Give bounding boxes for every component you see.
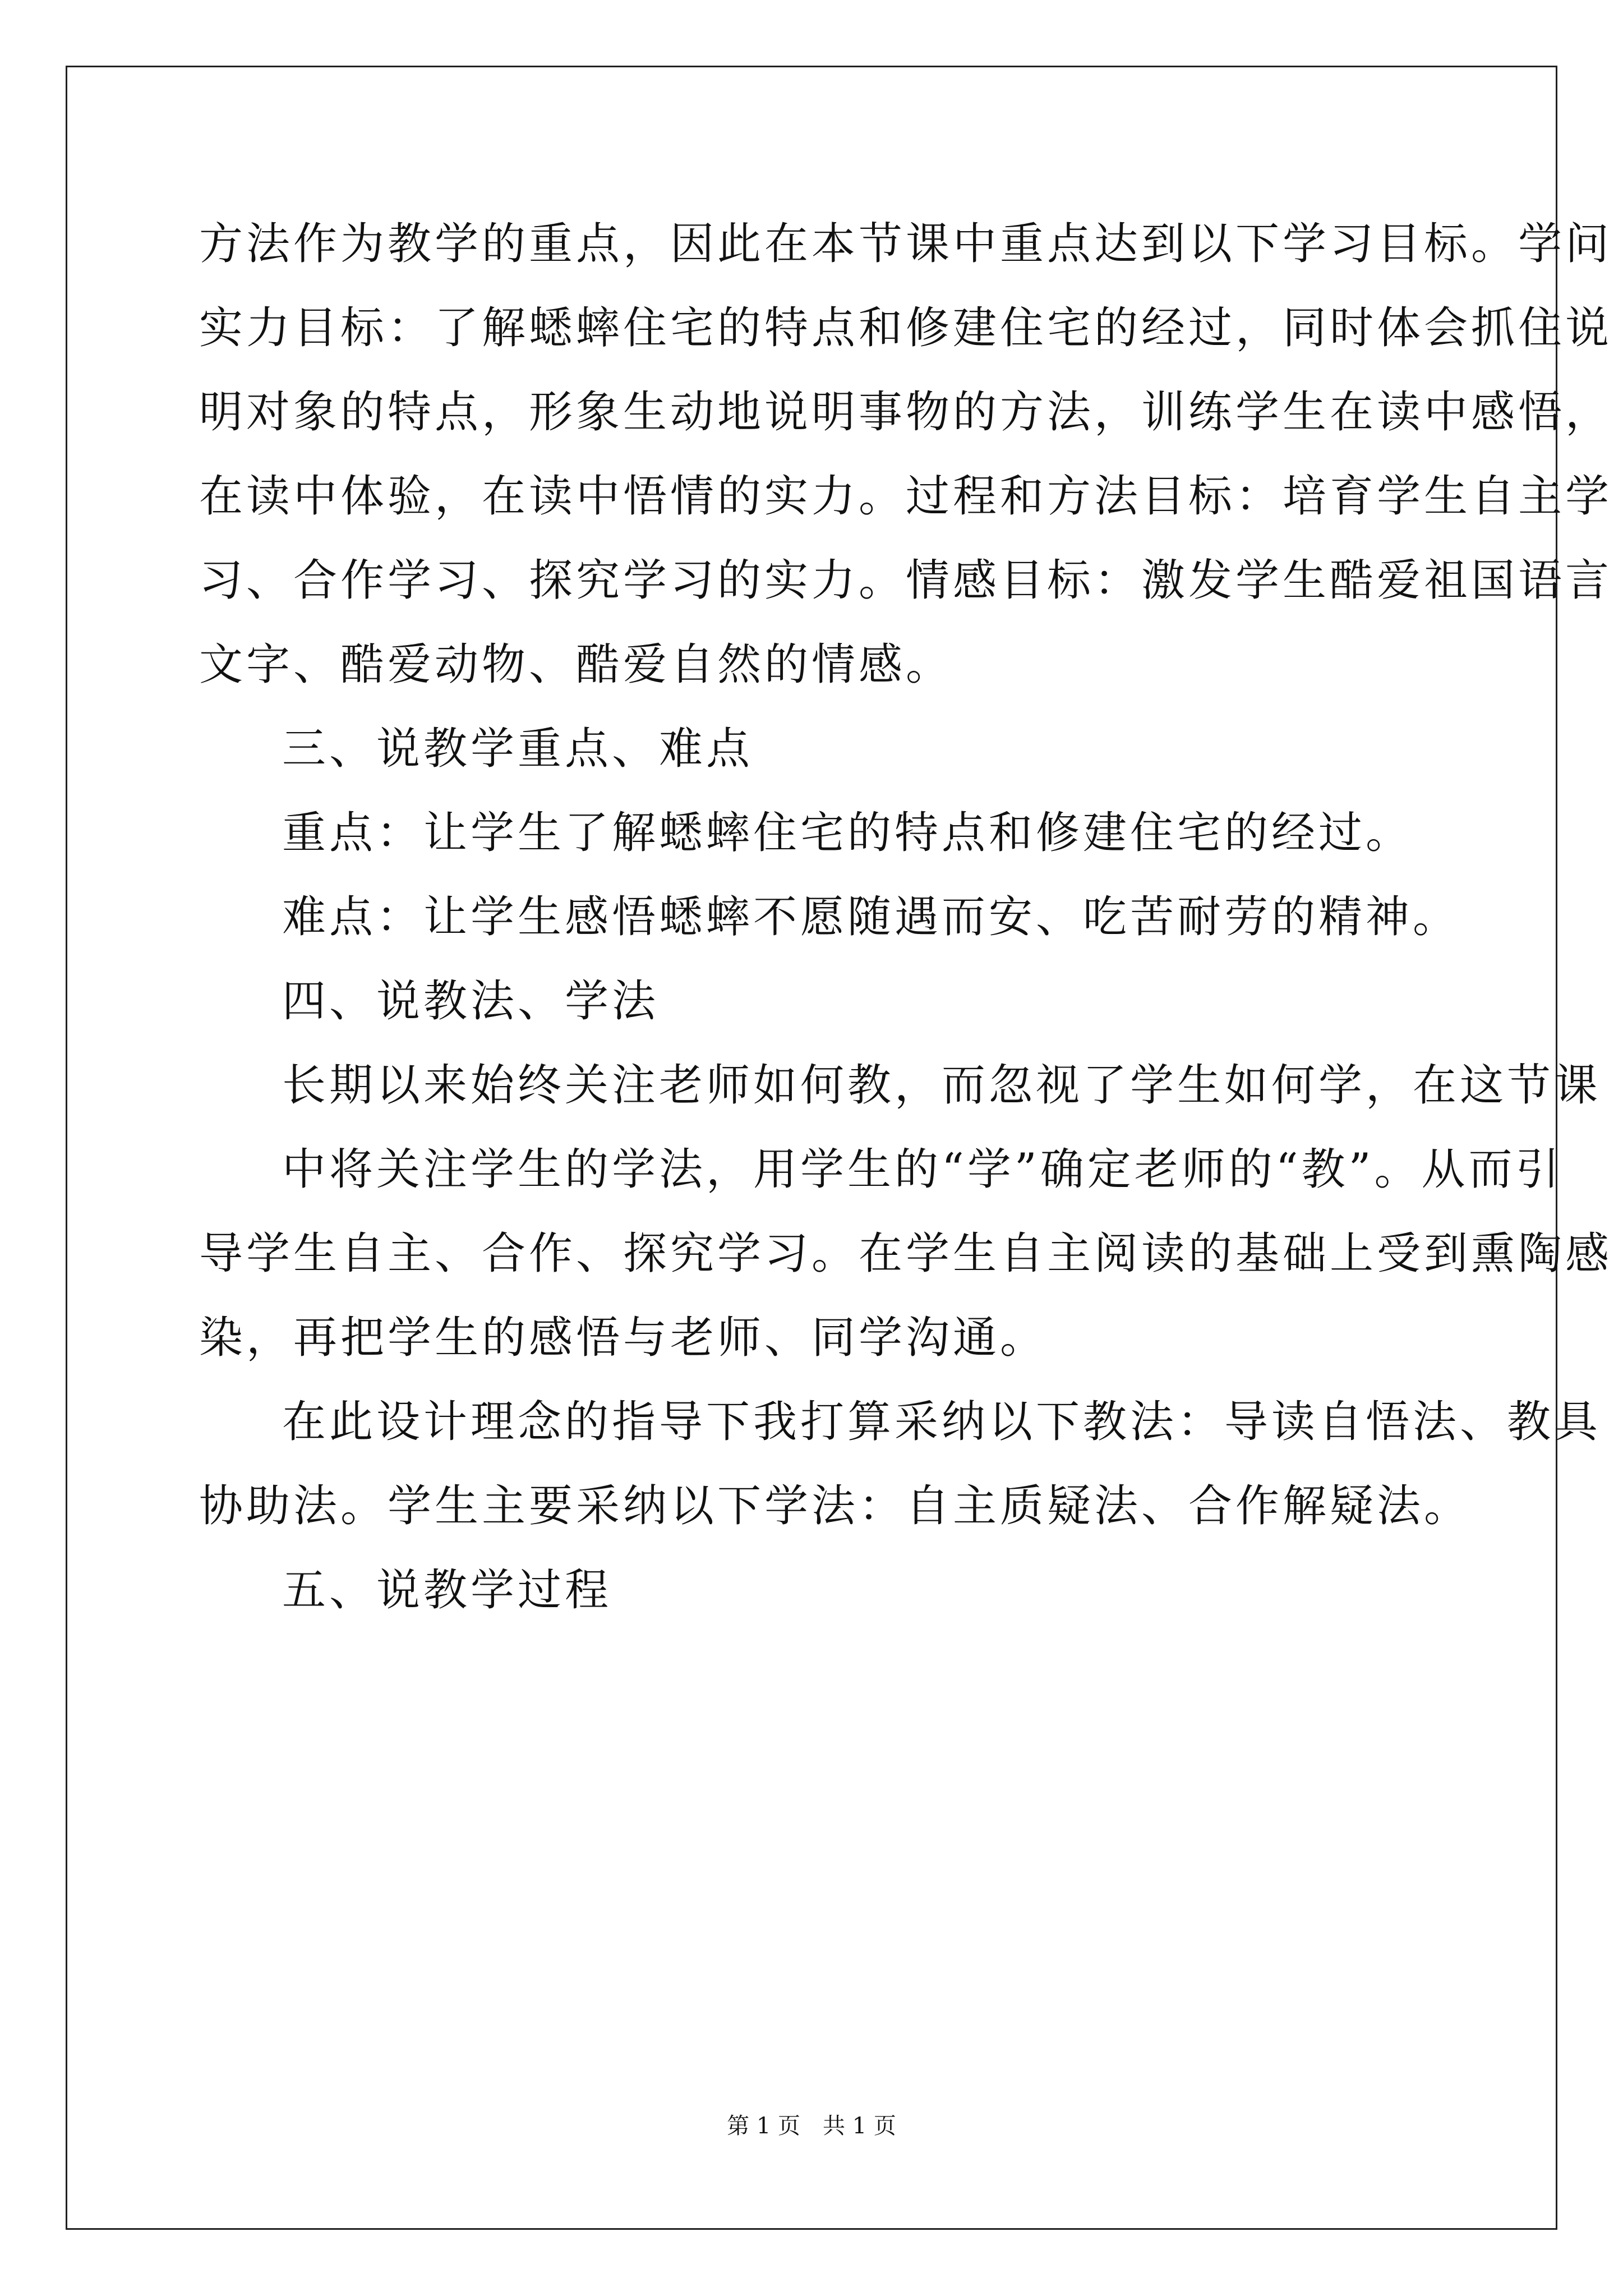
text-line: 明对象的特点，形象生动地说明事物的方法，训练学生在读中感悟， [199,387,1613,438]
text-line: 协助法。学生主要采纳以下学法：自主质疑法、合作解疑法。 [199,1481,1472,1531]
text-line: 染，再把学生的感悟与老师、同学沟通。 [199,1313,1048,1363]
text-line: 实力目标：了解蟋蟀住宅的特点和修建住宅的经过，同时体会抓住说 [199,303,1613,353]
text-line: 习、合作学习、探究学习的实力。情感目标：激发学生酷爱祖国语言 [199,555,1613,606]
text-line: 导学生自主、合作、探究学习。在学生自主阅读的基础上受到熏陶感 [199,1228,1613,1279]
text-line: 在此设计理念的指导下我打算采纳以下教法：导读自悟法、教具 [282,1397,1602,1447]
text-line: 难点：让学生感悟蟋蟀不愿随遇而安、吃苦耐劳的精神。 [282,892,1460,942]
text-line: 在读中体验，在读中悟情的实力。过程和方法目标：培育学生自主学 [199,471,1613,522]
page-footer: 第 1 页 共 1 页 [727,2113,896,2139]
section-heading: 五、说教学过程 [282,1565,612,1616]
text-line: 长期以来始终关注老师如何教，而忽视了学生如何学，在这节课 [282,1060,1602,1111]
text-line: 中将关注学生的学法，用学生的“学”确定老师的“教”。从而引 [282,1144,1563,1195]
text-line: 方法作为教学的重点，因此在本节课中重点达到以下学习目标。学问 [199,219,1613,269]
text-line: 文字、酷爱动物、酷爱自然的情感。 [199,639,953,690]
text-line: 重点：让学生了解蟋蟀住宅的特点和修建住宅的经过。 [282,808,1413,858]
section-heading: 四、说教法、学法 [282,976,660,1027]
document-body [199,202,1613,1632]
section-heading: 三、说教学重点、难点 [282,724,754,774]
